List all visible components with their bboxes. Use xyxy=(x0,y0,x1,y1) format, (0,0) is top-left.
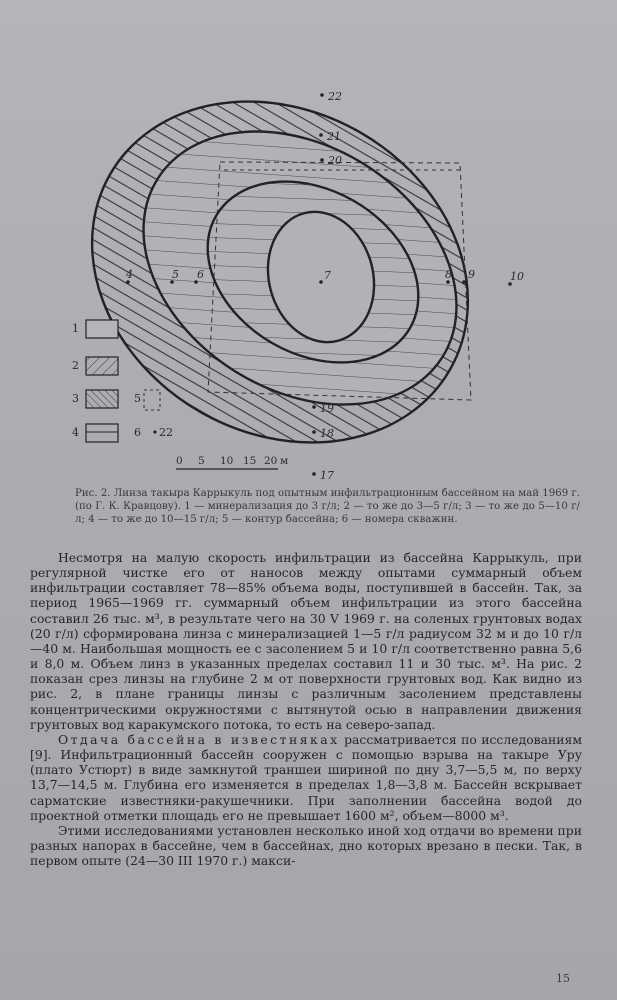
svg-text:0: 0 xyxy=(176,455,183,467)
svg-text:19: 19 xyxy=(320,402,334,415)
svg-text:22: 22 xyxy=(159,426,173,439)
paragraph-2-heading: Отдача бассейна в известняках xyxy=(58,731,340,747)
lens-map-figure xyxy=(60,70,580,480)
svg-text:4: 4 xyxy=(126,268,133,281)
scale-bar xyxy=(176,455,288,469)
svg-text:7: 7 xyxy=(324,269,331,282)
svg-text:10: 10 xyxy=(220,455,234,467)
paragraph-3: Этими исследованиями установлен несколько иной ход отдачи во времени при разных напорах в бассейне, чем в бассейнах, дно которых врезано в пески. Так, в первом опыте (24—30 III 1970 г.) макси- xyxy=(30,822,582,869)
svg-text:м: м xyxy=(280,455,289,467)
svg-text:15: 15 xyxy=(243,455,257,467)
svg-text:3: 3 xyxy=(72,392,79,405)
well-17 xyxy=(312,469,334,480)
svg-text:4: 4 xyxy=(72,426,79,439)
svg-text:8: 8 xyxy=(445,268,452,281)
well-10 xyxy=(508,270,524,286)
svg-text:5: 5 xyxy=(198,455,205,467)
svg-text:1: 1 xyxy=(72,322,79,335)
svg-text:20: 20 xyxy=(328,154,342,167)
caption-text: Рис. 2. Линза такыра Каррыкуль под опытным инфильтрационным бассейном на май 1969 г. (по Г. К. Кравцову). 1 — минерализация до 3 г/л; 2 — то же до 3—5 г/л; 3 — то же до 5—10 г/л; 4 — то же до 10—15 г/л; 5 — контур бассейна; 6 — номера скважин. xyxy=(75,488,580,526)
svg-text:21: 21 xyxy=(327,130,341,143)
svg-text:6: 6 xyxy=(134,426,141,439)
svg-text:9: 9 xyxy=(468,268,475,281)
paragraph-2-text: рассматривается по исследованиям [9]. Инфильтрационный бассейн сооружен с помощью взрыва на такыре Уру (плато Устюрт) в виде замкнутой траншеи шириной по дну 3,7—5,5 м, по верху 13,7—14,5 м. Глубина его изменяется в пределах 1,8—3,8 м. Бассейн вскрывает сарматские известняки-ракушечники. При заполнении бассейна водой до проектной отметки площадь его не превышает 1600 м², объем—8000 м³. xyxy=(30,731,582,823)
page-number: 15 xyxy=(556,972,570,985)
figure-caption xyxy=(75,487,580,527)
svg-text:6: 6 xyxy=(197,268,204,281)
svg-text:2: 2 xyxy=(72,359,79,372)
svg-text:5: 5 xyxy=(172,268,179,281)
body-text xyxy=(30,550,582,868)
svg-text:5: 5 xyxy=(134,392,141,405)
paragraph-1: Несмотря на малую скорость инфильтрации из бассейна Каррыкуль, при регулярной чистке его от наносов между опытами суммарный объем инфильтрации составляет 78—85% объема воды, поступившей в бассейн. Так, за период 1965—1969 гг. суммарный объем инфильтрации из этого бассейна составил 26 тыс. м³, в результате чего на 30 V 1969 г. на соленых грунтовых водах (20 г/л) сформирована линза с минерализацией 1—5 г/л радиусом 32 м и до 10 г/л—40 м. Наибольшая мощность ее с засолением 5 и 10 г/л соответственно равна 5,6 и 8,0 м. Объем линз в указанных пределах составил 11 и 30 тыс. м³. На рис. 2 показан срез линзы на глубине 2 м от поверхности грунтовых вод. Как видно из рис. 2, в плане границы линзы с различным засолением представлены концентрическими окружностями с вытянутой осью в направлении движения грунтовых вод каракумского потока, то есть на северо-запад. xyxy=(30,550,582,732)
svg-text:17: 17 xyxy=(320,469,334,480)
paragraph-2 xyxy=(30,732,582,823)
svg-text:20: 20 xyxy=(264,455,278,467)
well-22 xyxy=(320,90,342,103)
svg-text:22: 22 xyxy=(328,90,342,103)
svg-text:10: 10 xyxy=(510,270,524,283)
svg-text:18: 18 xyxy=(320,427,334,440)
